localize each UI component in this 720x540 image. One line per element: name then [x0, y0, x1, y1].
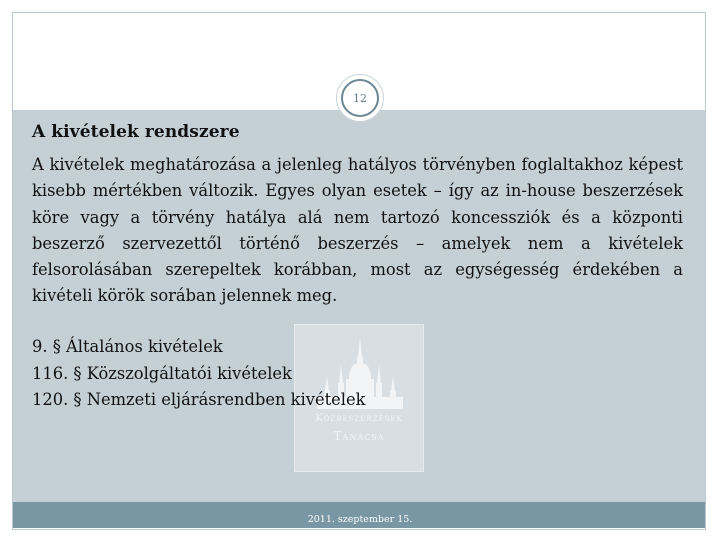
page-number-ring [341, 79, 379, 117]
logo-text-line-1: Közbeszerzések [315, 413, 403, 424]
list-item: 9. § Általános kivételek [32, 337, 223, 356]
list-item: 116. § Közszolgáltatói kivételek [32, 363, 292, 383]
logo-text-line-2: Tanácsa [333, 429, 385, 443]
slide-title: A kivételek rendszere [32, 122, 240, 142]
exceptions-list [32, 334, 365, 414]
list-item: 120. § Nemzeti eljárásrendben kivételek [32, 390, 366, 409]
page-number: 12 [353, 91, 367, 105]
footer-date: 2011. szeptember 15. [307, 514, 413, 525]
body-paragraph: A kivételek meghatározása a jelenleg hatályos törvényben foglaltakhoz képest kisebb mértékben változik. Egyes olyan esetek – így az in-house beszerzések köre vagy a törvény hatálya alá nem tartozó koncessziók és a központi beszerző szervezettől történő beszerzés – amelyek nem a kivételek felsorolásában szerepeltek korábban, most az egységesség érdekében a kivételi körök sorában jelennek meg. [32, 155, 683, 306]
page-number-badge [336, 74, 384, 122]
